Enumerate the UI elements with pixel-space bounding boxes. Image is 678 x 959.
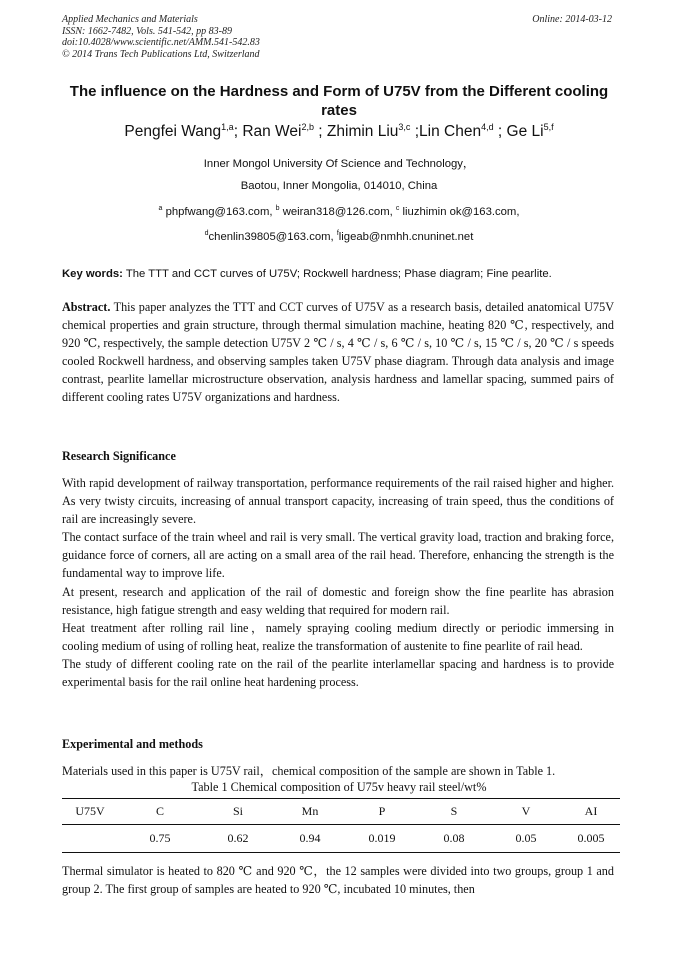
composition-table bbox=[62, 798, 620, 853]
keywords-text: The TTT and CCT curves of U75V; Rockwell hardness; Phase diagram; Fine pearlite. bbox=[125, 268, 552, 280]
email-sup: c bbox=[395, 205, 400, 212]
issn-line: ISSN: 1662-7482, Vols. 541-542, pp 83-89 bbox=[62, 25, 232, 37]
table-row bbox=[62, 825, 620, 853]
experimental-intro: Materials used in this paper is U75V rail，chemical composition of the sample are shown in Table 1. bbox=[62, 764, 556, 778]
research-body bbox=[62, 474, 614, 691]
table-header-cell: Si bbox=[202, 799, 274, 825]
table-cell: 0.05 bbox=[490, 825, 562, 853]
author-name: Zhimin Liu bbox=[326, 123, 399, 141]
paragraph: Heat treatment after rolling rail line，namely spraying cooling medium directly or periodic immersing in cooling medium of using of rolling heat, realize the transformation of austenite to fine pearlite of rail head. bbox=[62, 620, 614, 653]
section-heading-research: Research Significance bbox=[62, 449, 176, 463]
abstract bbox=[62, 298, 614, 407]
affiliation-line-1: Inner Mongol University Of Science and Technology， bbox=[203, 158, 475, 170]
email-address: chenlin39805@163.com, bbox=[208, 230, 334, 243]
author-affil-sup: 5,f bbox=[543, 122, 554, 132]
author-list: Pengfei Wang$^{1,a}$; Ran Wei$^{2,b}$ ; Zhimin Liu$^{3,c}$ ;Lin Chen$^{4,d}$ ; Ge Li$^{5,f}$ bbox=[124, 122, 554, 141]
table-cell bbox=[62, 825, 118, 853]
journal-name: Applied Mechanics and Materials bbox=[62, 14, 198, 25]
section-heading-experimental: Experimental and methods bbox=[62, 737, 203, 751]
table-cell: 0.94 bbox=[274, 825, 346, 853]
keywords-label: Key words: bbox=[62, 268, 123, 280]
email-sup: b bbox=[275, 205, 280, 212]
paragraph: With rapid development of railway transportation, performance requirements of the rail raised higher and higher. As very twisty circuits, increasing of annual transport capacity, increasing of train speed, thus the conditions of rail are increasingly severe. bbox=[62, 476, 614, 527]
paragraph: The study of different cooling rate on the rail of the pearlite interlamellar spacing and hardness is to provide experimental basis for the rail online heat hardening process. bbox=[62, 656, 614, 690]
table-header-cell: S bbox=[418, 799, 490, 825]
affiliation-line-2: Baotou, Inner Mongolia, 014010, China bbox=[240, 180, 438, 192]
table-cell: 0.08 bbox=[418, 825, 490, 853]
table-header-cell: U75V bbox=[62, 799, 118, 825]
email-address: phpfwang@163.com, bbox=[165, 205, 273, 218]
doi-line: doi:10.4028/www.scientific.net/AMM.541-542.83 bbox=[62, 37, 260, 48]
table-cell: 0.75 bbox=[118, 825, 202, 853]
author-affil-sup: 2,b bbox=[301, 122, 314, 132]
email-address: weiran318@126.com, bbox=[282, 205, 393, 218]
table-cell: 0.62 bbox=[202, 825, 274, 853]
email-line-1 bbox=[62, 205, 616, 218]
paper-title: The influence on the Hardness and Form of U75V from the Different cooling rates bbox=[69, 83, 609, 119]
table-header-cell: V bbox=[490, 799, 562, 825]
email-sup: f bbox=[336, 230, 339, 237]
online-date: Online: 2014-03-12 bbox=[532, 14, 612, 25]
experimental-paragraph: Thermal simulator is heated to 820 ℃ and 920 ℃，the 12 samples were divided into two groups, group 1 and group 2. The first group of samples are heated to 920 ℃, incubated 10 minutes, then bbox=[62, 864, 614, 897]
copyright-line: © 2014 Trans Tech Publications Ltd, Switzerland bbox=[62, 48, 260, 60]
keywords bbox=[62, 268, 622, 280]
abstract-text: This paper analyzes the TTT and CCT curves of U75V as a research basis, detailed anatomical U75V chemical properties and grain structure, through thermal simulation machine, heating 820 ℃, respectively, and 920 ℃, respectively, the sample detection U75V 2 ℃ / s, 4 ℃ / s, 6 ℃ / s, 10 ℃ / s, 15 ℃ / s, 20 ℃ / s speeds cooled Rockwell hardness, and observing samples taken U75V phase diagram. Through data analysis and image contrast, pearlite lamellar microstructure observation, analysis hardness and lamellar spacing, summed pairs of different cooling rates U75V organizations and hardness. bbox=[62, 300, 615, 405]
running-header bbox=[62, 14, 260, 60]
table-header-cell: C bbox=[118, 799, 202, 825]
author-name: Ran Wei bbox=[242, 123, 302, 141]
email-line-2 bbox=[62, 230, 616, 243]
table-header-cell: P bbox=[346, 799, 418, 825]
table-cell: 0.005 bbox=[562, 825, 620, 853]
author-affil-sup: 3,c bbox=[398, 122, 411, 132]
email-address: liuzhimin ok@163.com, bbox=[402, 205, 520, 218]
table-header-cell: Mn bbox=[274, 799, 346, 825]
email-sup: d bbox=[204, 230, 209, 237]
table-header-row bbox=[62, 799, 620, 825]
email-sup: a bbox=[158, 205, 163, 212]
table-caption: Table 1 Chemical composition of U75v heavy rail steel/wt% bbox=[191, 780, 487, 794]
author-affil-sup: 4,d bbox=[481, 122, 494, 132]
author-name: Lin Chen bbox=[419, 123, 482, 141]
author-name: Ge Li bbox=[506, 123, 544, 141]
table-header-cell: AI bbox=[562, 799, 620, 825]
paragraph: At present, research and application of the rail of domestic and foreign show the fine pearlite has abrasion resistance, high fatigue strength and easy welding that required for modern rail. bbox=[62, 584, 614, 617]
author-name: Pengfei Wang bbox=[124, 123, 222, 141]
table-cell: 0.019 bbox=[346, 825, 418, 853]
email-address: ligeab@nmhh.cnuninet.net bbox=[338, 230, 474, 243]
abstract-label: Abstract. bbox=[62, 300, 111, 314]
author-affil-sup: 1,a bbox=[221, 122, 234, 132]
paragraph: The contact surface of the train wheel and rail is very small. The vertical gravity load, traction and braking force, guidance force of corners, all are acting on a small area of the rail head. Therefore, enhancing the strength is the fundamental way to improve life. bbox=[62, 530, 614, 581]
